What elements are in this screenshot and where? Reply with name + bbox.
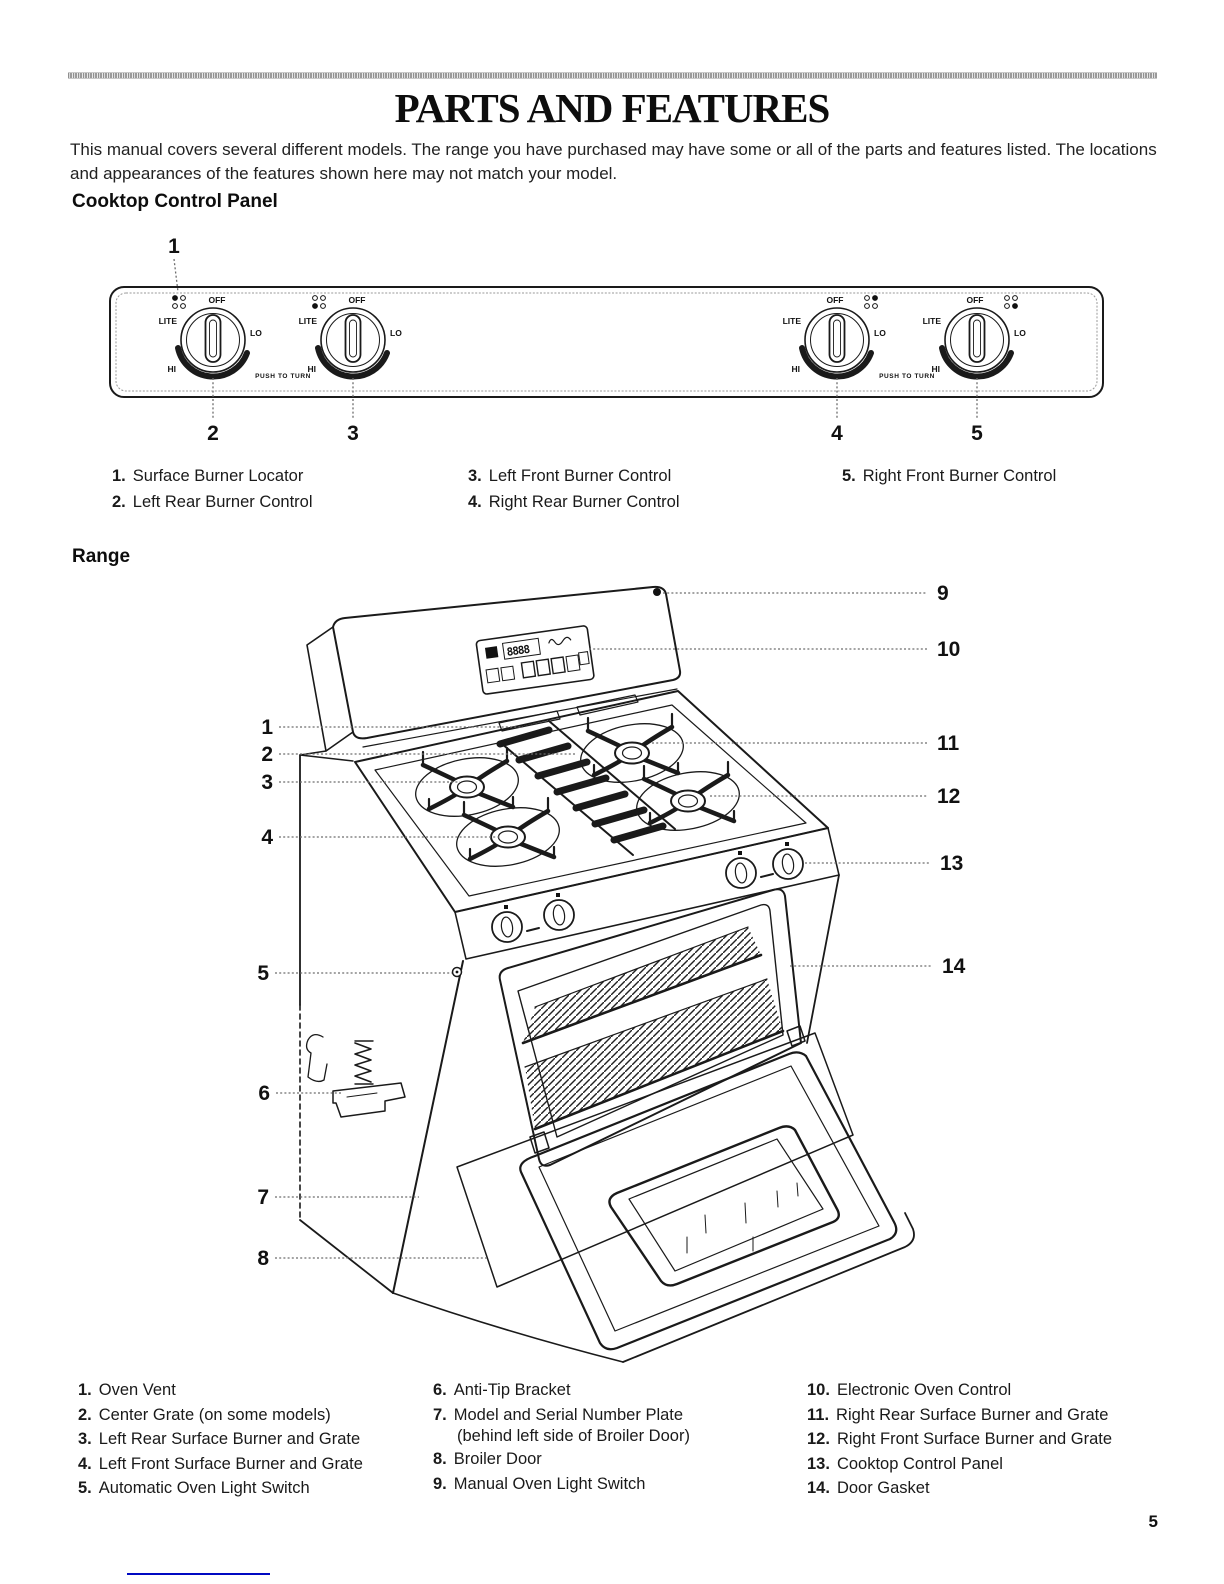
range-knob: [773, 842, 803, 879]
legend-item: 9. Manual Oven Light Switch: [433, 1474, 646, 1493]
cooktop-control-panel-diagram: [105, 235, 1110, 445]
legend-item: 8. Broiler Door: [433, 1450, 542, 1468]
callout-3: 3: [347, 422, 359, 445]
callout-4: 4: [831, 422, 843, 445]
legend-item: 1. Oven Vent: [78, 1381, 176, 1399]
legend-item: 10. Electronic Oven Control: [807, 1381, 1012, 1399]
knob-lite-label: LITE: [782, 316, 801, 326]
push-to-turn-label: PUSH TO TURN: [255, 373, 311, 380]
base-edge: [393, 1293, 623, 1362]
callout-8: 8: [257, 1247, 269, 1270]
cooktop-legend-col3: [842, 464, 1056, 490]
legend-item: 6. Anti-Tip Bracket: [433, 1381, 571, 1399]
legend-item: 4. Right Rear Burner Control: [468, 492, 680, 511]
range-knob: [726, 851, 773, 888]
range-legend-col3: [807, 1378, 1112, 1501]
knob-lo-label: LO: [1014, 328, 1026, 338]
legend-item: 2. Left Rear Burner Control: [112, 492, 313, 511]
callout-3: 3: [261, 771, 273, 794]
burner-left-rear: [411, 748, 524, 824]
callout-12: 12: [937, 785, 961, 808]
cooktop-section-heading: Cooktop Control Panel: [72, 191, 278, 212]
decorative-border: [68, 72, 1157, 79]
knob-off-label: OFF: [966, 295, 984, 305]
callout-1: 1: [261, 716, 273, 739]
control-icon: [485, 646, 498, 659]
legend-item: 4. Left Front Surface Burner and Grate: [78, 1454, 363, 1473]
callout-9: 9: [937, 582, 949, 605]
legend-item: 14. Door Gasket: [807, 1479, 930, 1497]
callout-4: 4: [261, 826, 273, 849]
range-section-heading: Range: [72, 546, 131, 567]
callout-14: 14: [942, 955, 966, 978]
legend-item: 2. Center Grate (on some models): [78, 1405, 331, 1424]
legend-item: 12. Right Front Surface Burner and Grate: [807, 1430, 1113, 1448]
legend-item: 5. Right Front Burner Control: [842, 467, 1057, 485]
page-number: 5: [1148, 1512, 1158, 1531]
legend-item: 3. Left Rear Surface Burner and Grate: [78, 1430, 361, 1448]
legend-item: 5. Automatic Oven Light Switch: [78, 1479, 310, 1497]
link-underline-artifact: [127, 1573, 270, 1575]
callout-5: 5: [257, 962, 269, 985]
page-title: PARTS AND FEATURES: [394, 85, 830, 131]
callout-10: 10: [937, 638, 961, 661]
callout-1: 1: [168, 235, 180, 258]
cooktop-legend-col2: [468, 464, 680, 515]
knob-lo-label: LO: [874, 328, 886, 338]
legend-item: 1. Surface Burner Locator: [112, 467, 304, 485]
legend-item: 7. Model and Serial Number Plate (behind left side of Broiler Door): [433, 1405, 690, 1445]
electronic-oven-control: [476, 625, 594, 694]
oven-display-digits: 8888: [505, 642, 530, 659]
oven-light-switch: [453, 968, 462, 977]
knob-lo-label: LO: [390, 328, 402, 338]
callout-13: 13: [940, 852, 964, 875]
knob-hi-label: HI: [307, 364, 316, 374]
legend-item: 11. Right Rear Surface Burner and Grate: [807, 1405, 1109, 1424]
push-to-turn-label: PUSH TO TURN: [879, 373, 935, 380]
range-legend-col1: [78, 1378, 363, 1501]
legend-item: 3. Left Front Burner Control: [468, 467, 672, 485]
knob-lite-label: LITE: [158, 316, 177, 326]
knob-off-label: OFF: [826, 295, 844, 305]
knob-hi-label: HI: [791, 364, 800, 374]
callout-6: 6: [258, 1082, 270, 1105]
range-knob: [544, 893, 574, 930]
range-knob: [492, 905, 539, 942]
legend-item: 13. Cooktop Control Panel: [807, 1454, 1003, 1473]
door-window-trim: [609, 1126, 838, 1285]
callout-5: 5: [971, 422, 983, 445]
callout-7: 7: [257, 1186, 269, 1209]
legend-item-line2: (behind left side of Broiler Door): [457, 1427, 690, 1445]
knob-off-label: OFF: [348, 295, 366, 305]
burner-left-front: [452, 798, 565, 874]
knob-lo-label: LO: [250, 328, 262, 338]
knob-lite-label: LITE: [298, 316, 317, 326]
callout-2: 2: [261, 743, 273, 766]
anti-tip-bracket: [307, 1035, 405, 1117]
intro-paragraph: This manual covers several different models. The range you have purchased may have some or all of the parts and features listed. The locations and appearances of the features shown here may not match your model.: [70, 140, 1157, 183]
knob-off-label: OFF: [208, 295, 226, 305]
oven-vent-dot: [653, 588, 661, 596]
oven-cavity-and-gasket: [500, 889, 801, 1166]
knob-hi-label: HI: [931, 364, 940, 374]
callout-2: 2: [207, 422, 219, 445]
range-legend-col2: [433, 1378, 690, 1496]
knob-hi-label: HI: [167, 364, 176, 374]
callout-11: 11: [937, 732, 960, 755]
knob-lite-label: LITE: [922, 316, 941, 326]
range-diagram: [205, 575, 1030, 1370]
cooktop-legend-col1: [112, 464, 313, 515]
